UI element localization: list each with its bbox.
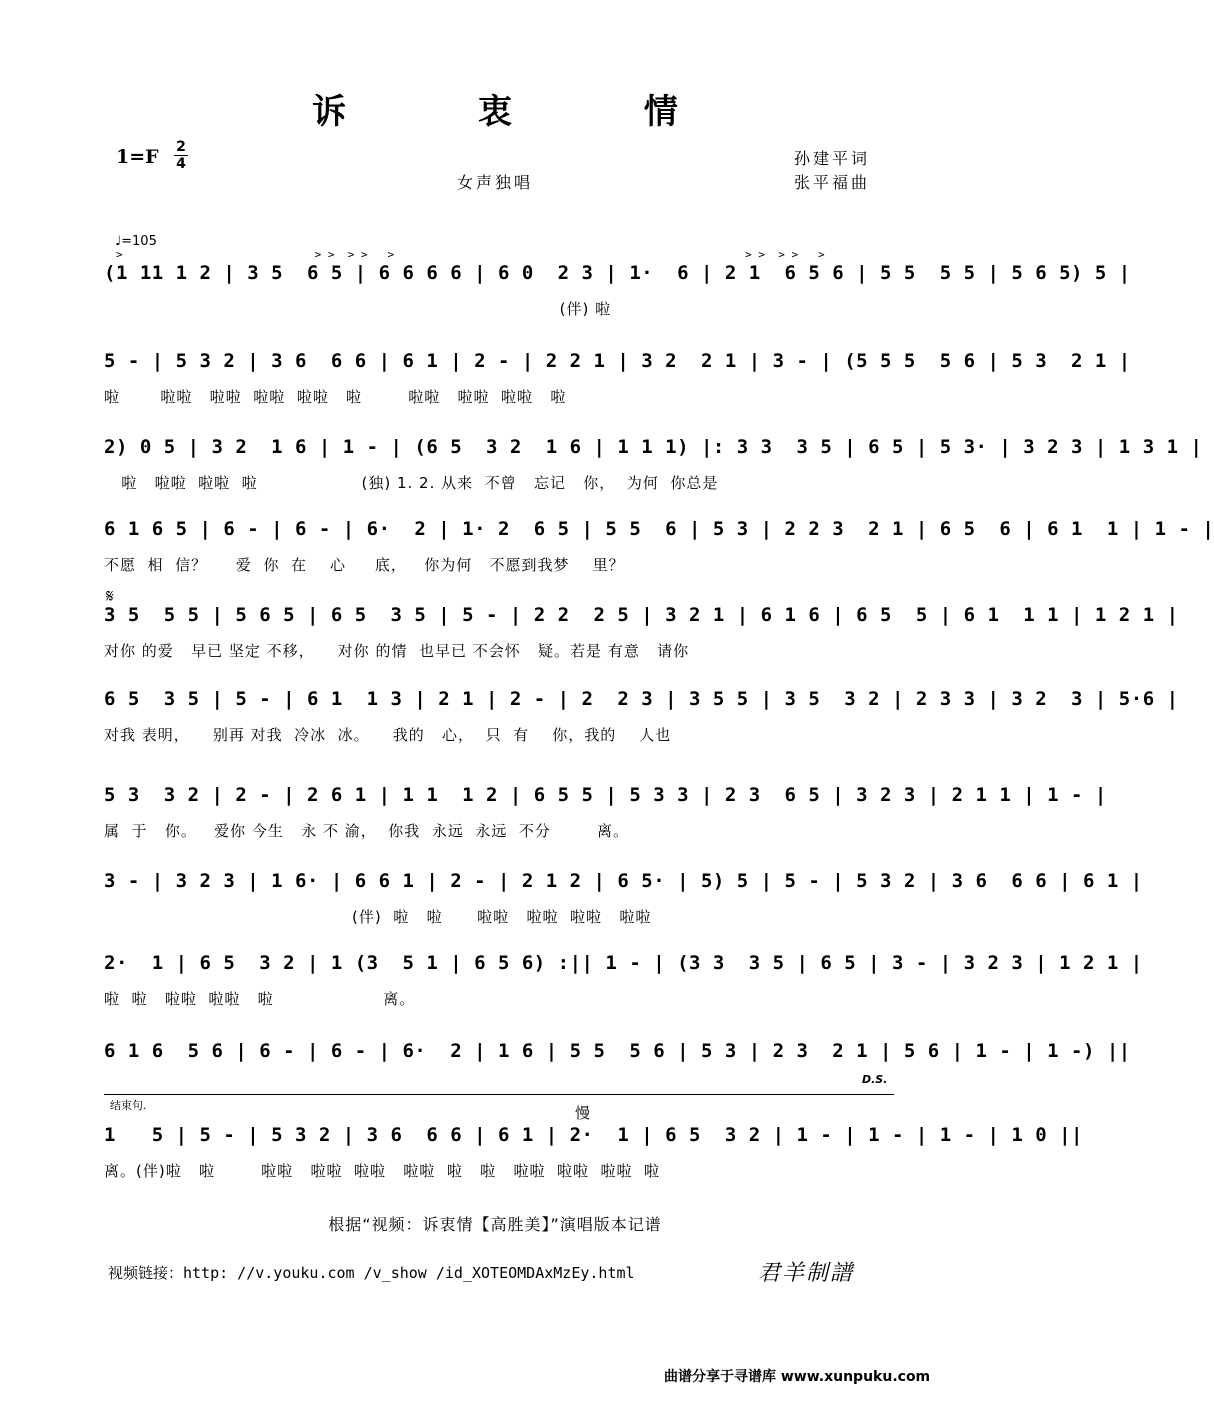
ending-bracket: [104, 1094, 894, 1095]
notation-line: 2· 1 | 6 5 3 2 | 1 (3 5 1 | 6 5 6) :|| 1 - | (3 3 3 5 | 6 5 | 3 - | 3 2 3 | 1 2 1 |: [104, 952, 1143, 974]
notation-line: 6 1 6 5 | 6 - | 6 - | 6· 2 | 1· 2 6 5 | 5 5 6 | 5 3 | 2 2 3 2 1 | 6 5 6 | 6 1 1 | 1 - |: [104, 518, 1214, 540]
lyric-line: 啦 啦 啦啦 啦啦 啦 离。: [104, 990, 416, 1008]
notation-line: 5 - | 5 3 2 | 3 6 6 6 | 6 1 | 2 - | 2 2 1 | 3 2 2 1 | 3 - | (5 5 5 5 6 | 5 3 2 1 |: [104, 350, 1131, 372]
lyric-line: 对你 的爱 早已 坚定 不移， 对你 的情 也早已 不会怀 疑。若是 有意 请你: [104, 642, 690, 660]
lyric-line: (伴) 啦: [104, 300, 612, 318]
notation-line: 3 5 5 5 | 5 6 5 | 6 5 3 5 | 5 - | 2 2 2 5 | 3 2 1 | 6 1 6 | 6 5 5 | 6 1 1 1 | 1 2 1 |: [104, 604, 1179, 626]
tempo-mark: ♩=105: [115, 234, 157, 249]
time-signature: [174, 140, 188, 171]
performance-type: 女声独唱: [457, 173, 534, 192]
time-signature-bottom: 4: [176, 156, 186, 172]
key-signature: 1=F: [116, 146, 159, 168]
ending-label: 结束句.: [110, 1099, 147, 1112]
notation-line: (1 11 1 2 | 3 5 6 5 | 6 6 6 6 | 6 0 2 3 | 1· 6 | 2 1 6 5 6 | 5 5 5 5 | 5 6 5) 5 |: [104, 262, 1131, 284]
video-link[interactable]: 视频链接：http: //v.youku.com /v_show /id_XOTEOMDAxMzEy.html: [108, 1264, 635, 1282]
accent-marks: > > > > > > > > > > >: [116, 248, 825, 261]
lyric-line: (伴) 啦 啦 啦啦 啦啦 啦啦 啦啦: [104, 908, 652, 926]
score-title: 诉 衷 情: [312, 92, 738, 132]
slow-mark: 慢: [575, 1104, 591, 1122]
notation-line: 6 1 6 5 6 | 6 - | 6 - | 6· 2 | 1 6 | 5 5 5 6 | 5 3 | 2 3 2 1 | 5 6 | 1 - | 1 -) ||: [104, 1040, 1131, 1062]
notation-line: 2) 0 5 | 3 2 1 6 | 1 - | (6 5 3 2 1 6 | 1 1 1) |: 3 3 3 5 | 6 5 | 5 3· | 3 2 3 | 1 3 1 |: [104, 436, 1203, 458]
segno-sign: 𝄋: [106, 586, 114, 607]
lyric-line: 啦 啦啦 啦啦 啦啦 啦啦 啦 啦啦 啦啦 啦啦 啦: [104, 388, 567, 406]
lyric-line: 属 于 你。 爱你 今生 永 不 渝， 你我 永远 永远 不分 离。: [104, 822, 630, 840]
arranger-signature: 君羊制譜: [758, 1261, 855, 1286]
notation-line: 3 - | 3 2 3 | 1 6· | 6 6 1 | 2 - | 2 1 2 | 6 5· | 5) 5 | 5 - | 5 3 2 | 3 6 6 6 | 6 1 |: [104, 870, 1143, 892]
site-footer[interactable]: 曲谱分享于寻谱库 www.xunpuku.com: [664, 1369, 931, 1385]
dal-segno-mark: D.S.: [862, 1073, 888, 1086]
composer-credit: 张平福曲: [794, 173, 871, 192]
notation-line: 1 5 | 5 - | 5 3 2 | 3 6 6 6 | 6 1 | 2· 1 | 6 5 3 2 | 1 - | 1 - | 1 - | 1 0 ||: [104, 1124, 1083, 1146]
lyric-line: 对我 表明， 别再 对我 冷冰 冰。 我的 心， 只 有 你，我的 人也: [104, 726, 672, 744]
notation-line: 6 5 3 5 | 5 - | 6 1 1 3 | 2 1 | 2 - | 2 2 3 | 3 5 5 | 3 5 3 2 | 2 3 3 | 3 2 3 | 5·6 |: [104, 688, 1179, 710]
source-note: 根据“视频：诉衷情【高胜美】”演唱版本记谱: [328, 1215, 662, 1234]
lyric-line: 啦 啦啦 啦啦 啦 (独) 1. 2. 从来 不曾 忘记 你， 为何 你总是: [104, 474, 719, 492]
lyricist-credit: 孙建平词: [794, 149, 871, 168]
time-signature-top: 2: [176, 139, 186, 155]
notation-line: 5 3 3 2 | 2 - | 2 6 1 | 1 1 1 2 | 6 5 5 | 5 3 3 | 2 3 6 5 | 3 2 3 | 2 1 1 | 1 - |: [104, 784, 1107, 806]
lyric-line: 不愿 相 信？ 爱 你 在 心 底， 你为何 不愿到我梦 里？: [104, 556, 625, 574]
lyric-line: 离。(伴)啦 啦 啦啦 啦啦 啦啦 啦啦 啦 啦 啦啦 啦啦 啦啦 啦: [104, 1162, 661, 1180]
